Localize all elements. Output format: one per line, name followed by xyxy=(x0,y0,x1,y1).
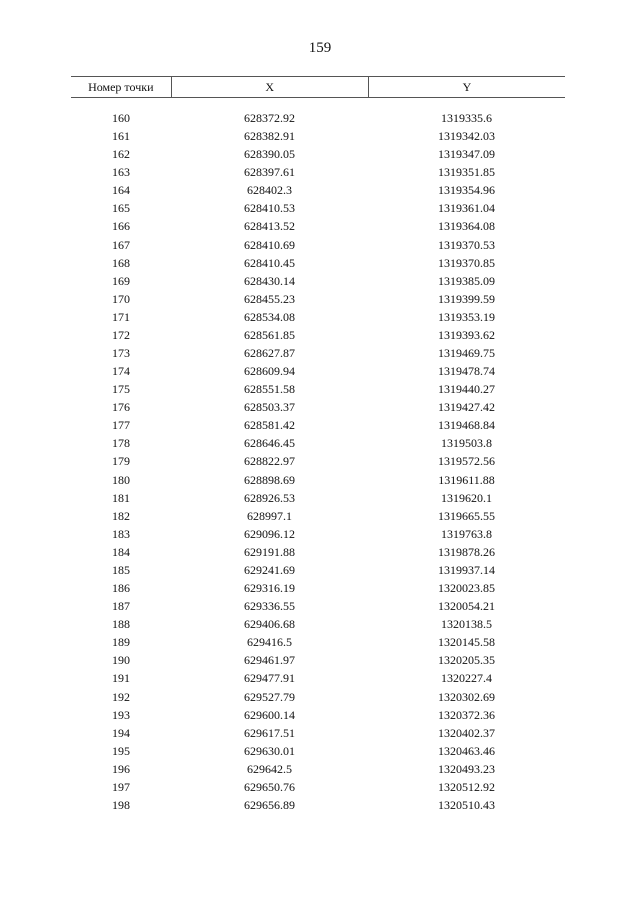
cell-y: 1319393.62 xyxy=(438,327,495,342)
cell-x: 629600.14 xyxy=(244,707,295,722)
cell-y: 1320205.35 xyxy=(438,653,495,668)
table-row xyxy=(71,217,565,235)
table-row xyxy=(71,615,565,633)
table-row xyxy=(71,742,565,760)
cell-point-number: 196 xyxy=(112,761,130,776)
cell-point-number: 184 xyxy=(112,544,130,559)
cell-x: 628822.97 xyxy=(244,454,295,469)
table-row xyxy=(71,199,565,217)
cell-x: 628581.42 xyxy=(244,418,295,433)
cell-x: 628926.53 xyxy=(244,490,295,505)
cell-point-number: 177 xyxy=(112,418,130,433)
cell-point-number: 166 xyxy=(112,219,130,234)
table-row xyxy=(71,724,565,742)
table-row xyxy=(71,543,565,561)
cell-y: 1320023.85 xyxy=(438,581,495,596)
cell-x: 628627.87 xyxy=(244,346,295,361)
table-row xyxy=(71,688,565,706)
cell-x: 628430.14 xyxy=(244,273,295,288)
cell-x: 629642.5 xyxy=(247,761,292,776)
cell-y: 1319937.14 xyxy=(438,562,495,577)
cell-y: 1320402.37 xyxy=(438,725,495,740)
cell-y: 1319354.96 xyxy=(438,183,495,198)
cell-point-number: 183 xyxy=(112,526,130,541)
table-row xyxy=(71,796,565,814)
cell-x: 629617.51 xyxy=(244,725,295,740)
header-y: Y xyxy=(462,80,472,94)
cell-x: 628898.69 xyxy=(244,472,295,487)
cell-y: 1320512.92 xyxy=(438,779,495,794)
cell-y: 1320054.21 xyxy=(438,599,495,614)
coordinates-table xyxy=(71,76,565,814)
cell-y: 1320302.69 xyxy=(438,689,495,704)
cell-y: 1319335.6 xyxy=(441,111,492,125)
cell-y: 1319503.8 xyxy=(441,436,492,451)
cell-point-number: 163 xyxy=(112,165,130,180)
cell-x: 629656.89 xyxy=(244,797,295,812)
table-row xyxy=(71,272,565,290)
cell-y: 1319468.84 xyxy=(438,418,495,433)
cell-y: 1319763.8 xyxy=(441,526,492,541)
cell-point-number: 164 xyxy=(112,183,130,198)
cell-x: 628372.92 xyxy=(244,111,295,125)
cell-point-number: 179 xyxy=(112,454,130,469)
table-row xyxy=(71,507,565,525)
cell-point-number: 191 xyxy=(112,671,130,686)
cell-point-number: 168 xyxy=(112,255,130,270)
table-row xyxy=(71,525,565,543)
cell-y: 1319620.1 xyxy=(441,490,492,505)
cell-x: 628997.1 xyxy=(247,508,292,523)
table-row xyxy=(71,597,565,615)
cell-point-number: 189 xyxy=(112,635,130,650)
table-row xyxy=(71,362,565,380)
table-row xyxy=(71,145,565,163)
cell-y: 1319347.09 xyxy=(438,147,495,162)
table-body xyxy=(71,109,565,814)
cell-x: 629241.69 xyxy=(244,562,295,577)
table-row xyxy=(71,181,565,199)
table-header xyxy=(71,76,565,98)
header-x: X xyxy=(172,77,369,97)
cell-point-number: 171 xyxy=(112,309,130,324)
table-row xyxy=(71,471,565,489)
cell-point-number: 198 xyxy=(112,797,130,812)
cell-point-number: 162 xyxy=(112,147,130,162)
cell-x: 628410.53 xyxy=(244,201,295,216)
cell-point-number: 194 xyxy=(112,725,130,740)
table-row xyxy=(71,706,565,724)
cell-y: 1319370.53 xyxy=(438,237,495,252)
table-row xyxy=(71,633,565,651)
cell-point-number: 185 xyxy=(112,562,130,577)
table-row xyxy=(71,344,565,362)
table-row xyxy=(71,778,565,796)
cell-x: 629406.68 xyxy=(244,617,295,632)
cell-y: 1319478.74 xyxy=(438,364,495,379)
table-row xyxy=(71,489,565,507)
table-row xyxy=(71,163,565,181)
cell-point-number: 165 xyxy=(112,201,130,216)
cell-point-number: 186 xyxy=(112,581,130,596)
table-row xyxy=(71,398,565,416)
header-point-number: Номер точки xyxy=(71,77,172,97)
cell-x: 628413.52 xyxy=(244,219,295,234)
cell-x: 628382.91 xyxy=(244,129,295,144)
table-row xyxy=(71,236,565,254)
table-row xyxy=(71,416,565,434)
cell-y: 1319665.55 xyxy=(438,508,495,523)
cell-point-number: 160 xyxy=(112,111,130,125)
cell-point-number: 167 xyxy=(112,237,130,252)
cell-point-number: 190 xyxy=(112,653,130,668)
cell-point-number: 173 xyxy=(112,346,130,361)
cell-point-number: 178 xyxy=(112,436,130,451)
cell-point-number: 180 xyxy=(112,472,130,487)
cell-point-number: 197 xyxy=(112,779,130,794)
cell-x: 629630.01 xyxy=(244,743,295,758)
cell-x: 628646.45 xyxy=(244,436,295,451)
cell-y: 1320463.46 xyxy=(438,743,495,758)
table-row xyxy=(71,326,565,344)
cell-y: 1320372.36 xyxy=(438,707,495,722)
table-row xyxy=(71,669,565,687)
cell-x: 629096.12 xyxy=(244,526,295,541)
cell-y: 1320493.23 xyxy=(438,761,495,776)
cell-y: 1320145.58 xyxy=(438,635,495,650)
table-row xyxy=(71,109,565,127)
cell-point-number: 174 xyxy=(112,364,130,379)
table-row xyxy=(71,290,565,308)
cell-x: 628561.85 xyxy=(244,327,295,342)
cell-x: 628551.58 xyxy=(244,382,295,397)
cell-point-number: 172 xyxy=(112,327,130,342)
cell-x: 629316.19 xyxy=(244,581,295,596)
cell-x: 628410.69 xyxy=(244,237,295,252)
cell-y: 1319351.85 xyxy=(438,165,495,180)
table-row xyxy=(71,651,565,669)
cell-y: 1319385.09 xyxy=(438,273,495,288)
cell-y: 1319361.04 xyxy=(438,201,495,216)
cell-point-number: 169 xyxy=(112,273,130,288)
cell-x: 628503.37 xyxy=(244,400,295,415)
cell-x: 629477.91 xyxy=(244,671,295,686)
page-number: 159 xyxy=(308,40,332,56)
table-row xyxy=(71,579,565,597)
table-row xyxy=(71,308,565,326)
cell-y: 1319370.85 xyxy=(438,255,495,270)
cell-y: 1319611.88 xyxy=(438,472,495,487)
cell-x: 629461.97 xyxy=(244,653,295,668)
cell-x: 628455.23 xyxy=(244,291,295,306)
table-row xyxy=(71,561,565,579)
cell-y: 1319440.27 xyxy=(438,382,495,397)
cell-point-number: 176 xyxy=(112,400,130,415)
cell-x: 628397.61 xyxy=(244,165,295,180)
cell-point-number: 188 xyxy=(112,617,130,632)
cell-x: 629650.76 xyxy=(244,779,295,794)
cell-x: 628402.3 xyxy=(247,183,292,198)
cell-y: 1320227.4 xyxy=(441,671,492,686)
cell-y: 1319399.59 xyxy=(438,291,495,306)
cell-x: 628410.45 xyxy=(244,255,295,270)
cell-point-number: 175 xyxy=(112,382,130,397)
cell-x: 629336.55 xyxy=(244,599,295,614)
cell-x: 629527.79 xyxy=(244,689,295,704)
cell-x: 628534.08 xyxy=(244,309,295,324)
cell-point-number: 170 xyxy=(112,291,130,306)
cell-y: 1320138.5 xyxy=(441,617,492,632)
cell-point-number: 192 xyxy=(112,689,130,704)
cell-y: 1319364.08 xyxy=(438,219,495,234)
table-row xyxy=(71,760,565,778)
cell-y: 1319469.75 xyxy=(438,346,495,361)
cell-point-number: 181 xyxy=(112,490,130,505)
table-row xyxy=(71,380,565,398)
cell-x: 628390.05 xyxy=(244,147,295,162)
table-row xyxy=(71,254,565,272)
cell-point-number: 182 xyxy=(112,508,130,523)
cell-y: 1319572.56 xyxy=(438,454,495,469)
table-row xyxy=(71,452,565,470)
cell-y: 1319342.03 xyxy=(438,129,495,144)
table-row xyxy=(71,434,565,452)
cell-y: 1319353.19 xyxy=(438,309,495,324)
cell-point-number: 161 xyxy=(112,129,130,144)
cell-point-number: 193 xyxy=(112,707,130,722)
cell-x: 628609.94 xyxy=(244,364,295,379)
cell-point-number: 195 xyxy=(112,743,130,758)
cell-y: 1319878.26 xyxy=(438,544,495,559)
table-row xyxy=(71,127,565,145)
cell-x: 629191.88 xyxy=(244,544,295,559)
cell-point-number: 187 xyxy=(112,599,130,614)
cell-x: 629416.5 xyxy=(247,635,292,650)
cell-y: 1320510.43 xyxy=(438,797,495,812)
cell-y: 1319427.42 xyxy=(438,400,495,415)
